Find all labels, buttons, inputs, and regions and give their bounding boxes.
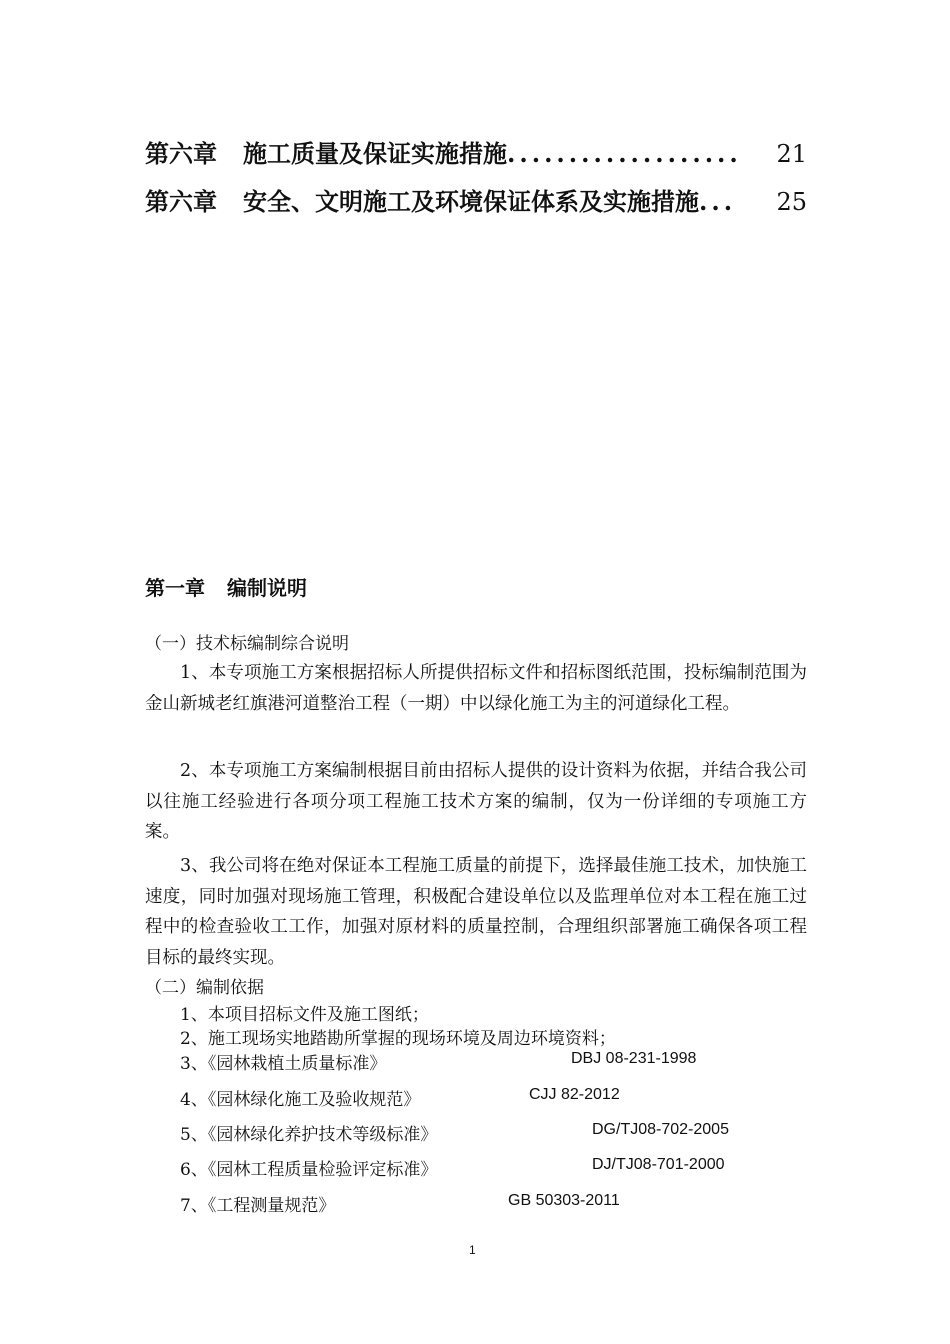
standard-code: DJ/TJ08-701-2000 [592, 1156, 725, 1173]
toc-page-number: 25 [776, 188, 807, 216]
paragraph: 1、本专项施工方案根据招标人所提供招标文件和招标图纸范围，投标编制范围为金山新城老红旗港河道整治工程（一期）中以绿化施工为主的河道绿化工程。 [145, 663, 807, 714]
toc-leader: ................... [507, 139, 742, 168]
standard-code: DG/TJ08-702-2005 [592, 1121, 729, 1138]
toc-entry[interactable] [145, 182, 807, 216]
standard-code: GB 50303-2011 [508, 1192, 620, 1209]
chapter-title: 编制说明 [227, 576, 307, 600]
chapter-heading [145, 572, 307, 601]
toc-chapter-label: 第六章 [145, 187, 217, 216]
toc-title: 安全、文明施工及环境保证体系及实施措施 [243, 187, 699, 216]
paragraph: 3、我公司将在绝对保证本工程施工质量的前提下，选择最佳施工技术，加快施工速度，同时加强对现场施工管理，积极配合建设单位以及监理单位对本工程在施工过程中的检查验收工工作，加强对原材料的质量控制，合理组织部署施工确保各项工程目标的最终实现。 [145, 856, 807, 968]
toc-page-number: 21 [776, 140, 807, 168]
list-item: 2、施工现场实地踏勘所掌握的现场环境及周边环境资料； [180, 1029, 616, 1049]
toc-title: 施工质量及保证实施措施 [243, 139, 507, 168]
page-number: 1 [469, 1243, 476, 1257]
standard-label: 7、《工程测量规范》 [180, 1196, 336, 1216]
toc-entry[interactable] [145, 134, 807, 168]
standard-code: CJJ 82-2012 [529, 1086, 620, 1103]
list-item: 1、本项目招标文件及施工图纸； [180, 1005, 429, 1025]
standard-label: 3、《园林栽植土质量标准》 [180, 1054, 387, 1074]
toc-chapter-label: 第六章 [145, 139, 217, 168]
paragraph: 2、本专项施工方案编制根据目前由招标人提供的设计资料为依据，并结合我公司以往施工经验进行各项分项工程施工技术方案的编制，仅为一份详细的专项施工方案。 [145, 761, 807, 842]
section-heading: （二）编制依据 [145, 978, 264, 998]
chapter-label: 第一章 [145, 576, 205, 600]
toc-leader: ... [699, 187, 737, 216]
standard-label: 6、《园林工程质量检验评定标准》 [180, 1160, 438, 1180]
section-heading: （一）技术标编制综合说明 [145, 634, 349, 654]
standard-code: DBJ 08-231-1998 [571, 1050, 697, 1067]
standard-label: 5、《园林绿化养护技术等级标准》 [180, 1125, 438, 1145]
standard-label: 4、《园林绿化施工及验收规范》 [180, 1090, 421, 1110]
